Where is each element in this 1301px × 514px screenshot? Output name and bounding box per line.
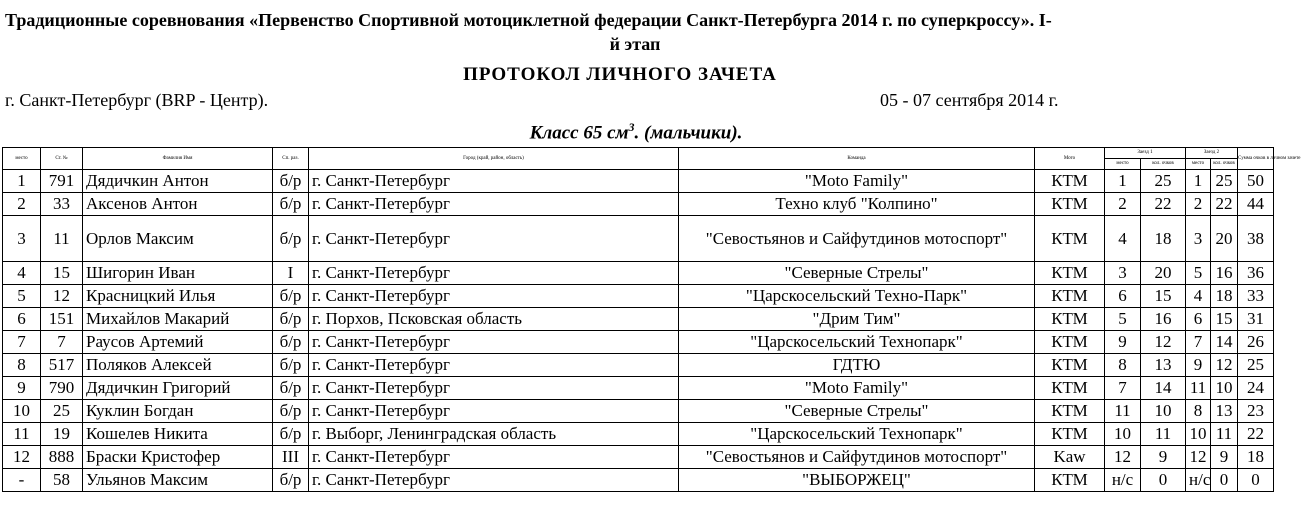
cell-total: 25 bbox=[1238, 354, 1274, 377]
cell-rank: б/р bbox=[273, 469, 309, 492]
cell-race2-place: 10 bbox=[1186, 423, 1211, 446]
cell-rank: б/р bbox=[273, 193, 309, 216]
cell-race1-points: 16 bbox=[1141, 308, 1186, 331]
cell-team: "Moto Family" bbox=[679, 377, 1035, 400]
class-heading bbox=[0, 120, 1272, 144]
cell-race1-points: 9 bbox=[1141, 446, 1186, 469]
cell-place: 4 bbox=[3, 262, 41, 285]
cell-team: "Севостьянов и Сайфутдинов мотоспорт" bbox=[679, 216, 1035, 262]
results-table bbox=[2, 147, 1301, 492]
cell-start-no: 19 bbox=[41, 423, 83, 446]
cell-moto: КТМ bbox=[1035, 377, 1105, 400]
cell-team: "Царскосельский Технопарк" bbox=[679, 423, 1035, 446]
cell-name: Дядичкин Григорий bbox=[83, 377, 273, 400]
cell-moto: КТМ bbox=[1035, 170, 1105, 193]
cell-moto: КТМ bbox=[1035, 400, 1105, 423]
cell-name: Шигорин Иван bbox=[83, 262, 273, 285]
cell-race1-place: 2 bbox=[1105, 193, 1141, 216]
cell-race2-place: 3 bbox=[1186, 216, 1211, 262]
cell-team: "Царскосельский Техно-Парк" bbox=[679, 285, 1035, 308]
class-prefix: Класс 65 см bbox=[529, 122, 629, 144]
cell-race1-place: 4 bbox=[1105, 216, 1141, 262]
cell-race2-place: 9 bbox=[1186, 354, 1211, 377]
cell-race2-points: 22 bbox=[1211, 193, 1238, 216]
cell-name: Куклин Богдан bbox=[83, 400, 273, 423]
cell-team: "Moto Family" bbox=[679, 170, 1035, 193]
cell-city: г. Санкт-Петербург bbox=[309, 331, 679, 354]
cell-start-no: 7 bbox=[41, 331, 83, 354]
cell-race2-points: 10 bbox=[1211, 377, 1238, 400]
cell-name: Поляков Алексей bbox=[83, 354, 273, 377]
cell-moto: Kaw bbox=[1035, 446, 1105, 469]
cell-race1-place: н/с bbox=[1105, 469, 1141, 492]
cell-start-no: 12 bbox=[41, 285, 83, 308]
cell-city: г. Санкт-Петербург bbox=[309, 285, 679, 308]
cell-race1-place: 8 bbox=[1105, 354, 1141, 377]
cell-moto: КТМ bbox=[1035, 285, 1105, 308]
cell-race2-points: 25 bbox=[1211, 170, 1238, 193]
cell-city: г. Санкт-Петербург bbox=[309, 446, 679, 469]
cell-race1-points: 14 bbox=[1141, 377, 1186, 400]
table-row bbox=[3, 400, 1274, 423]
table-row bbox=[3, 377, 1274, 400]
cell-moto: КТМ bbox=[1035, 216, 1105, 262]
table-row bbox=[3, 469, 1274, 492]
cell-total: 31 bbox=[1238, 308, 1274, 331]
cell-place: - bbox=[3, 469, 41, 492]
protocol-heading: ПРОТОКОЛ ЛИЧНОГО ЗАЧЕТА bbox=[463, 64, 777, 85]
cell-name: Дядичкин Антон bbox=[83, 170, 273, 193]
cell-place: 8 bbox=[3, 354, 41, 377]
cell-race1-place: 9 bbox=[1105, 331, 1141, 354]
cell-race2-place: 1 bbox=[1186, 170, 1211, 193]
cell-race1-place: 5 bbox=[1105, 308, 1141, 331]
title-line-2: й этап bbox=[609, 34, 661, 54]
cell-rank: III bbox=[273, 446, 309, 469]
cell-team: "Северные Стрелы" bbox=[679, 262, 1035, 285]
table-row bbox=[3, 193, 1274, 216]
col-race1-points: кол. очков bbox=[1141, 159, 1186, 170]
cell-total: 44 bbox=[1238, 193, 1274, 216]
cell-team: "Севостьянов и Сайфутдинов мотоспорт" bbox=[679, 446, 1035, 469]
cell-start-no: 791 bbox=[41, 170, 83, 193]
cell-place: 9 bbox=[3, 377, 41, 400]
cell-place: 6 bbox=[3, 308, 41, 331]
col-race2-points: кол. очков bbox=[1211, 159, 1238, 170]
cell-race1-points: 12 bbox=[1141, 331, 1186, 354]
cell-start-no: 517 bbox=[41, 354, 83, 377]
cell-moto: КТМ bbox=[1035, 469, 1105, 492]
table-row bbox=[3, 216, 1274, 262]
cell-city: г. Санкт-Петербург bbox=[309, 193, 679, 216]
event-date: 05 - 07 сентября 2014 г. bbox=[880, 90, 1059, 110]
cell-name: Орлов Максим bbox=[83, 216, 273, 262]
cell-start-no: 15 bbox=[41, 262, 83, 285]
cell-start-no: 888 bbox=[41, 446, 83, 469]
cell-place: 11 bbox=[3, 423, 41, 446]
cell-city: г. Порхов, Псковская область bbox=[309, 308, 679, 331]
cell-race2-place: 2 bbox=[1186, 193, 1211, 216]
cell-race2-points: 18 bbox=[1211, 285, 1238, 308]
cell-city: г. Санкт-Петербург bbox=[309, 400, 679, 423]
cell-name: Кошелев Никита bbox=[83, 423, 273, 446]
cell-moto: КТМ bbox=[1035, 331, 1105, 354]
cell-rank: б/р bbox=[273, 377, 309, 400]
cell-race1-points: 22 bbox=[1141, 193, 1186, 216]
cell-city: г. Санкт-Петербург bbox=[309, 216, 679, 262]
cell-total: 0 bbox=[1238, 469, 1274, 492]
col-race2-place: место bbox=[1186, 159, 1211, 170]
col-race2: Заезд 2 bbox=[1186, 148, 1238, 159]
cell-race1-place: 7 bbox=[1105, 377, 1141, 400]
cell-total: 36 bbox=[1238, 262, 1274, 285]
cell-city: г. Санкт-Петербург bbox=[309, 469, 679, 492]
table-row bbox=[3, 354, 1274, 377]
cell-team: "Дрим Тим" bbox=[679, 308, 1035, 331]
cell-start-no: 58 bbox=[41, 469, 83, 492]
cell-race1-place: 3 bbox=[1105, 262, 1141, 285]
cell-total: 26 bbox=[1238, 331, 1274, 354]
table-row bbox=[3, 262, 1274, 285]
cell-place: 3 bbox=[3, 216, 41, 262]
cell-rank: б/р bbox=[273, 170, 309, 193]
cell-rank: б/р bbox=[273, 331, 309, 354]
col-start-no: Ст. № bbox=[41, 148, 83, 170]
cell-place: 1 bbox=[3, 170, 41, 193]
title-line-1: Традиционные соревнования «Первенство Спортивной мотоциклетной федерации Санкт-Петербурга 2014 г. по суперкроссу». I- bbox=[5, 10, 1052, 30]
table-row bbox=[3, 308, 1274, 331]
cell-place: 2 bbox=[3, 193, 41, 216]
cell-total: 18 bbox=[1238, 446, 1274, 469]
class-sup: 3 bbox=[628, 120, 635, 134]
col-race1-place: место bbox=[1105, 159, 1141, 170]
cell-rank: б/р bbox=[273, 216, 309, 262]
cell-race2-place: 4 bbox=[1186, 285, 1211, 308]
cell-race1-place: 11 bbox=[1105, 400, 1141, 423]
cell-total: 22 bbox=[1238, 423, 1274, 446]
cell-moto: КТМ bbox=[1035, 308, 1105, 331]
cell-place: 7 bbox=[3, 331, 41, 354]
cell-race2-place: 8 bbox=[1186, 400, 1211, 423]
cell-rank: б/р bbox=[273, 285, 309, 308]
cell-race1-points: 11 bbox=[1141, 423, 1186, 446]
cell-race1-points: 13 bbox=[1141, 354, 1186, 377]
cell-race2-points: 15 bbox=[1211, 308, 1238, 331]
cell-race2-points: 20 bbox=[1211, 216, 1238, 262]
cell-moto: КТМ bbox=[1035, 423, 1105, 446]
cell-name: Раусов Артемий bbox=[83, 331, 273, 354]
cell-race2-place: 11 bbox=[1186, 377, 1211, 400]
cell-race1-points: 20 bbox=[1141, 262, 1186, 285]
cell-city: г. Санкт-Петербург bbox=[309, 377, 679, 400]
cell-moto: КТМ bbox=[1035, 193, 1105, 216]
cell-city: г. Санкт-Петербург bbox=[309, 262, 679, 285]
cell-race2-points: 9 bbox=[1211, 446, 1238, 469]
competition-title bbox=[5, 8, 1265, 56]
cell-team: ГДТЮ bbox=[679, 354, 1035, 377]
col-team: Команда bbox=[679, 148, 1035, 170]
cell-team: Техно клуб "Колпино" bbox=[679, 193, 1035, 216]
table-row bbox=[3, 423, 1274, 446]
cell-team: "Царскосельский Технопарк" bbox=[679, 331, 1035, 354]
cell-place: 5 bbox=[3, 285, 41, 308]
cell-start-no: 33 bbox=[41, 193, 83, 216]
cell-race1-place: 12 bbox=[1105, 446, 1141, 469]
venue-city: г. Санкт-Петербург (BRP - Центр). bbox=[5, 90, 269, 110]
cell-rank: I bbox=[273, 262, 309, 285]
cell-rank: б/р bbox=[273, 354, 309, 377]
cell-race1-place: 6 bbox=[1105, 285, 1141, 308]
col-place: место bbox=[3, 148, 41, 170]
cell-total: 24 bbox=[1238, 377, 1274, 400]
cell-moto: КТМ bbox=[1035, 354, 1105, 377]
cell-race1-place: 10 bbox=[1105, 423, 1141, 446]
cell-moto: КТМ bbox=[1035, 262, 1105, 285]
cell-place: 12 bbox=[3, 446, 41, 469]
class-suffix: . (мальчики). bbox=[634, 122, 743, 144]
cell-total: 23 bbox=[1238, 400, 1274, 423]
cell-name: Ульянов Максим bbox=[83, 469, 273, 492]
cell-city: г. Выборг, Ленинградская область bbox=[309, 423, 679, 446]
table-row bbox=[3, 170, 1274, 193]
cell-name: Браски Кристофер bbox=[83, 446, 273, 469]
cell-race1-place: 1 bbox=[1105, 170, 1141, 193]
table-row bbox=[3, 285, 1274, 308]
cell-race2-place: 12 bbox=[1186, 446, 1211, 469]
cell-place: 10 bbox=[3, 400, 41, 423]
cell-race2-points: 11 bbox=[1211, 423, 1238, 446]
col-name: Фамилия Имя bbox=[83, 148, 273, 170]
cell-rank: б/р bbox=[273, 308, 309, 331]
cell-race2-points: 12 bbox=[1211, 354, 1238, 377]
table-row bbox=[3, 446, 1274, 469]
cell-race2-points: 14 bbox=[1211, 331, 1238, 354]
cell-city: г. Санкт-Петербург bbox=[309, 354, 679, 377]
col-race1: Заезд 1 bbox=[1105, 148, 1186, 159]
cell-start-no: 25 bbox=[41, 400, 83, 423]
cell-start-no: 151 bbox=[41, 308, 83, 331]
cell-race1-points: 15 bbox=[1141, 285, 1186, 308]
cell-name: Красницкий Илья bbox=[83, 285, 273, 308]
col-total: Сумма очков в личном зачете bbox=[1238, 148, 1274, 170]
cell-start-no: 790 bbox=[41, 377, 83, 400]
cell-team: "Северные Стрелы" bbox=[679, 400, 1035, 423]
cell-race1-points: 25 bbox=[1141, 170, 1186, 193]
cell-name: Михайлов Макарий bbox=[83, 308, 273, 331]
table-row bbox=[3, 331, 1274, 354]
cell-total: 33 bbox=[1238, 285, 1274, 308]
cell-race2-place: 6 bbox=[1186, 308, 1211, 331]
cell-name: Аксенов Антон bbox=[83, 193, 273, 216]
cell-race2-points: 13 bbox=[1211, 400, 1238, 423]
col-city: Город (край, район, область) bbox=[309, 148, 679, 170]
cell-rank: б/р bbox=[273, 423, 309, 446]
cell-race2-place: 5 bbox=[1186, 262, 1211, 285]
cell-total: 38 bbox=[1238, 216, 1274, 262]
cell-race2-points: 0 bbox=[1211, 469, 1238, 492]
cell-race1-points: 18 bbox=[1141, 216, 1186, 262]
cell-race2-place: 7 bbox=[1186, 331, 1211, 354]
col-rank: Сп. раз. bbox=[273, 148, 309, 170]
cell-race1-points: 10 bbox=[1141, 400, 1186, 423]
cell-total: 50 bbox=[1238, 170, 1274, 193]
cell-race1-points: 0 bbox=[1141, 469, 1186, 492]
cell-race2-points: 16 bbox=[1211, 262, 1238, 285]
cell-race2-place: н/с bbox=[1186, 469, 1211, 492]
cell-rank: б/р bbox=[273, 400, 309, 423]
cell-start-no: 11 bbox=[41, 216, 83, 262]
cell-city: г. Санкт-Петербург bbox=[309, 170, 679, 193]
col-moto: Мото bbox=[1035, 148, 1105, 170]
cell-team: "ВЫБОРЖЕЦ" bbox=[679, 469, 1035, 492]
